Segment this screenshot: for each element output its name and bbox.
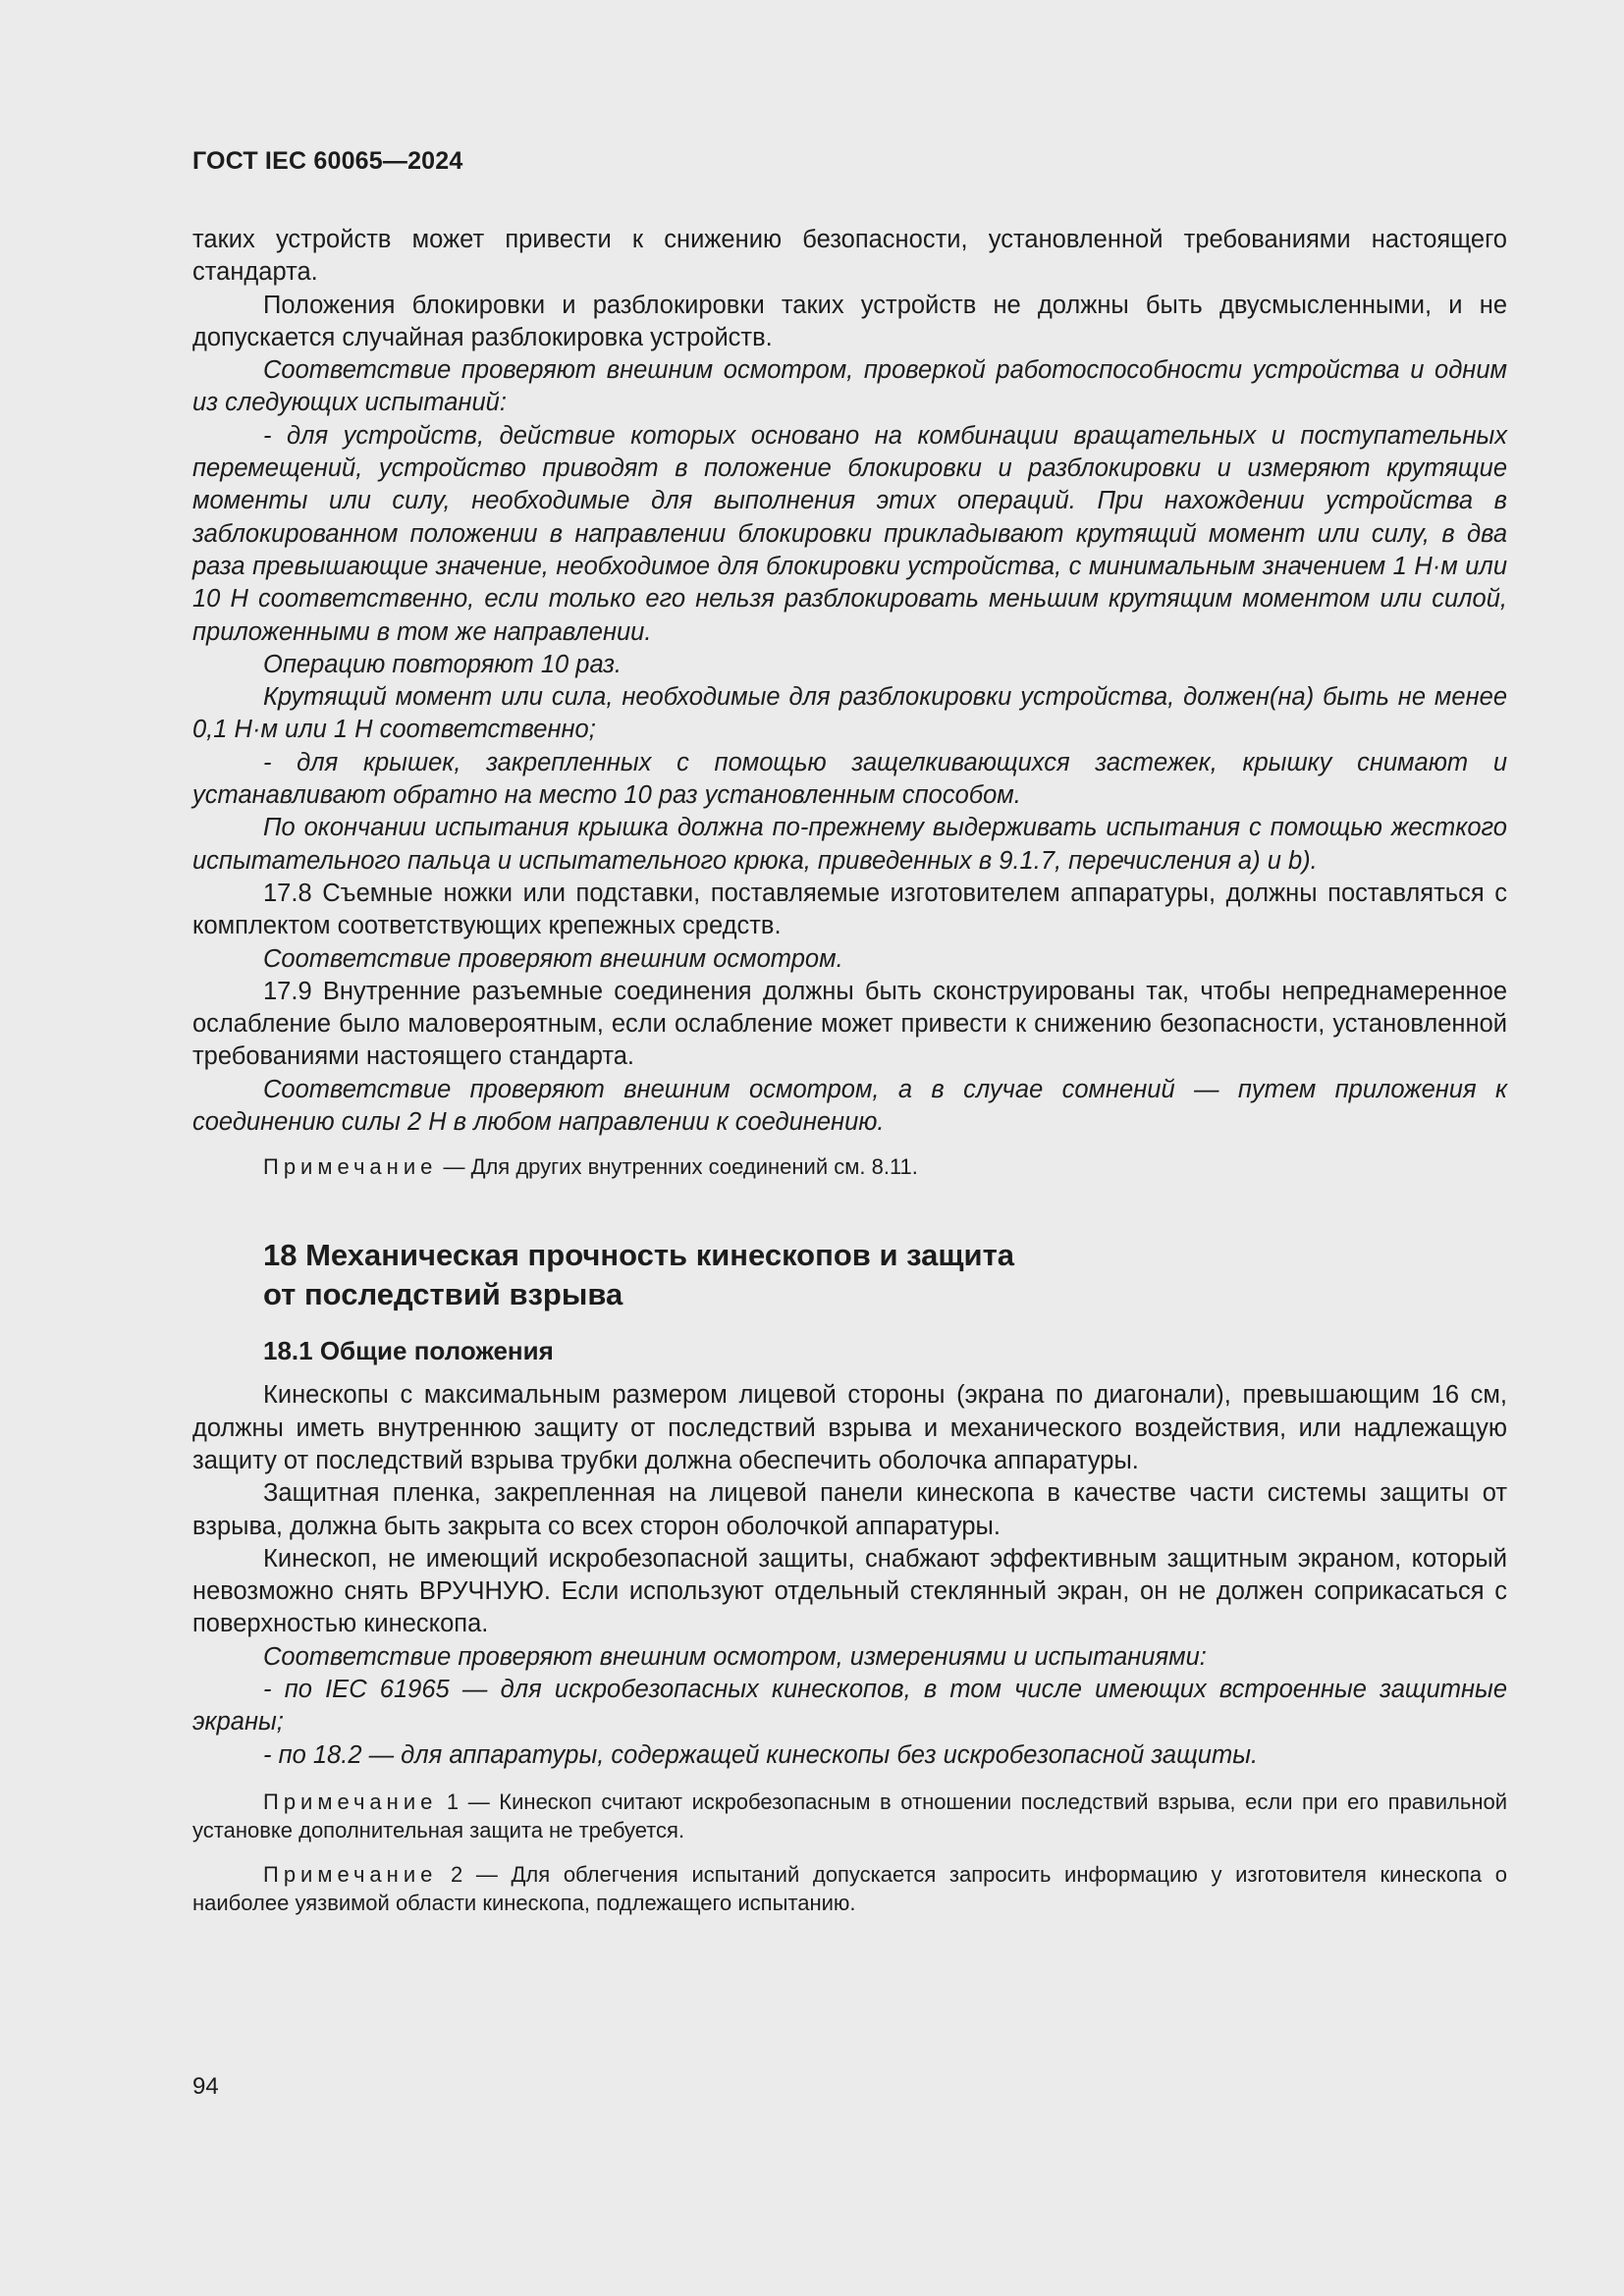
note-label: Примечание (263, 1154, 438, 1180)
document-header: ГОСТ IEC 60065—2024 (192, 147, 463, 175)
paragraph: Защитная пленка, закрепленная на лицевой панели кинескопа в качестве части системы защиты от взрыва, должна быть закрыта со всех сторон оболочкой аппаратуры. (192, 1479, 1507, 1540)
test-item: - для устройств, действие которых основано на комбинации вращательных и поступательных перемещений, устройство приводят в положение блокировки и разблокировки и измеряют крутящие моменты или силу, необходимые для выполнения этих операций. При нахождении устройства в заблокированном положении в направлении блокировки прикладывают крутящий момент или силу, в два раза превышающие значение, необходимое для блокировки устройства, с минимальным значением 1 Н·м или 10 Н соответственно, если только его нельзя разблокировать меньшим крутящим моментом или силой, приложенными в том же направлении. (192, 421, 1507, 646)
note-text: 1 — Кинескоп считают искробезопасным в отношении последствий взрыва, если при его правильной установке дополнительная защита не требуется. (192, 1789, 1507, 1842)
note (192, 1788, 1507, 1844)
test-item: - для крышек, закрепленных с помощью защелкивающихся застежек, крышку снимают и устанавливают обратно на место 10 раз установленным способом. (192, 748, 1507, 810)
subsection-title: 18.1 Общие положения (263, 1336, 554, 1366)
paragraph: Положения блокировки и разблокировки таких устройств не должны быть двусмысленными, и не допускается случайная разблокировка устройств. (192, 291, 1507, 351)
document-body (192, 224, 1507, 1917)
compliance-paragraph: Соответствие проверяют внешним осмотром, а в случае сомнений — путем приложения к соединению силы 2 Н в любом направлении к соединению. (192, 1075, 1507, 1137)
paragraph: Операцию повторяют 10 раз. (263, 650, 623, 678)
section-title-line: 18 Механическая прочность кинескопов и защита (263, 1238, 1014, 1273)
paragraph: Крутящий момент или сила, необходимые для разблокировки устройства, должен(на) быть не менее 0,1 Н·м или 1 Н соответственно; (192, 683, 1507, 744)
note (192, 1152, 1507, 1181)
compliance-paragraph: Соответствие проверяют внешним осмотром, измерениями и испытаниями: (263, 1642, 1207, 1671)
section-title-line: от последствий взрыва (263, 1277, 623, 1312)
compliance-paragraph: Соответствие проверяют внешним осмотром, проверкой работоспособности устройства и одним из следующих испытаний: (192, 356, 1507, 417)
note-label: Примечание (263, 1789, 438, 1814)
paragraph: По окончании испытания крышка должна по-прежнему выдерживать испытания с помощью жесткого испытательного пальца и испытательного крюка, приведенных в 9.1.7, перечисления a) и b). (192, 814, 1507, 875)
page-number: 94 (192, 2073, 219, 2100)
compliance-paragraph: Соответствие проверяют внешним осмотром. (263, 944, 843, 973)
paragraph: таких устройств может привести к снижению безопасности, установленной требованиями настоящего стандарта. (192, 226, 1507, 287)
clause-17-9: 17.9 Внутренние разъемные соединения должны быть сконструированы так, чтобы непреднамеренное ослабление было маловероятным, если ослабление может привести к снижению безопасности, установленной требованиями настоящего стандарта. (192, 977, 1507, 1071)
note-label: Примечание (263, 1861, 438, 1887)
note (192, 1860, 1507, 1917)
note-text: — Для других внутренних соединений см. 8.11. (437, 1154, 918, 1180)
clause-17-8: 17.8 Съемные ножки или подставки, поставляемые изготовителем аппаратуры, должны поставляться с комплектом соответствующих крепежных средств. (192, 879, 1507, 940)
paragraph: Кинескоп, не имеющий искробезопасной защиты, снабжают эффективным защитным экраном, который невозможно снять ВРУЧНУЮ. Если используют отдельный стеклянный экран, он не должен соприкасаться с поверхностью кинескопа. (192, 1544, 1507, 1638)
test-item: - по IEC 61965 — для искробезопасных кинескопов, в том числе имеющих встроенные защитные экраны; (192, 1675, 1507, 1736)
test-item: - по 18.2 — для аппаратуры, содержащей кинескопы без искробезопасной защиты. (263, 1740, 1259, 1769)
section-title (263, 1236, 1147, 1314)
paragraph: Кинескопы с максимальным размером лицевой стороны (экрана по диагонали), превышающим 16 см, должны иметь внутреннюю защиту от последствий взрыва и механического воздействия, или надлежащую защиту от последствий взрыва трубки должна обеспечить оболочка аппаратуры. (192, 1381, 1507, 1474)
note-text: 2 — Для облегчения испытаний допускается запросить информацию у изготовителя кинескопа о наиболее уязвимой области кинескопа, подлежащего испытанию. (192, 1861, 1507, 1915)
